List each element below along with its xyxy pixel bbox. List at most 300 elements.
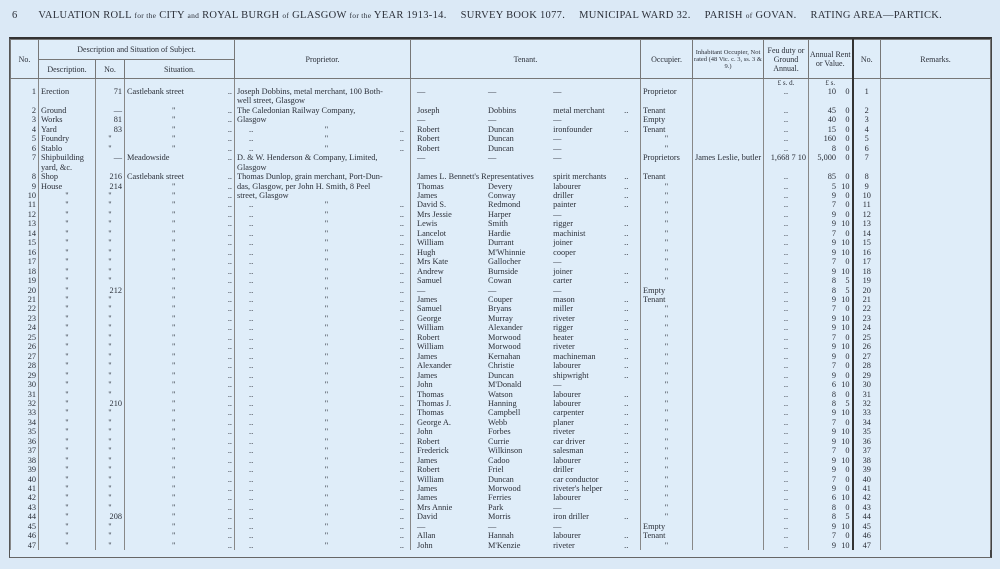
inhabitant-occupier: [693, 390, 764, 399]
annual-rent-cell: [809, 352, 853, 361]
subject-number: ": [96, 522, 125, 531]
leader-dots: ..: [249, 238, 254, 248]
situation-cell: [125, 219, 235, 228]
feu-duty: ..: [764, 484, 809, 493]
proprietor: ": [324, 332, 329, 342]
title-text: for the: [349, 11, 372, 20]
situation-cell: [125, 512, 235, 521]
tenant-first-name: James: [417, 484, 438, 494]
subject-number: ": [96, 380, 125, 389]
leader-dots: ..: [624, 446, 629, 456]
annual-rent-cell: [809, 390, 853, 399]
remarks: [881, 314, 991, 323]
proprietor-cell: [235, 229, 411, 238]
situation-cell: [125, 229, 235, 238]
rent-pounds: 8: [831, 389, 837, 399]
row-number-right: 2: [853, 106, 881, 115]
tenant-first-name: James: [417, 370, 438, 380]
tenant-first-name: Thomas: [417, 408, 444, 418]
situation: ": [172, 257, 176, 267]
tenant-first-name: Andrew: [417, 266, 444, 276]
rent-shillings: 0: [845, 87, 850, 96]
remarks: [881, 408, 991, 417]
row-number: 9: [11, 182, 39, 191]
row-number-right: 32: [853, 399, 881, 408]
row-number-right: 4: [853, 125, 881, 134]
rent-shillings: 10: [841, 238, 850, 248]
feu-duty: ..: [764, 125, 809, 134]
proprietor-cell: [235, 399, 411, 408]
tenant-surname: Dobbins: [488, 105, 517, 115]
feu-duty: ..: [764, 219, 809, 228]
row-number-right: 29: [853, 371, 881, 380]
rent-pounds: 7: [831, 531, 837, 541]
subject-number: ": [96, 257, 125, 266]
table-row: [11, 352, 991, 361]
proprietor: ": [324, 512, 329, 522]
description: ": [39, 191, 96, 200]
situation-cell: [125, 522, 235, 531]
row-number: 11: [11, 200, 39, 209]
rent-pounds: 9: [831, 427, 837, 437]
situation-cell: [125, 286, 235, 295]
subject-number: ": [96, 323, 125, 332]
situation-cell: [125, 295, 235, 304]
inhabitant-occupier: [693, 456, 764, 465]
leader-dots: ..: [624, 313, 629, 323]
proprietor: ": [324, 266, 329, 276]
proprietor: ": [324, 455, 329, 465]
leader-dots: ..: [227, 474, 232, 484]
leader-dots: ..: [227, 285, 232, 295]
row-number-right: 13: [853, 219, 881, 228]
tenant-first-name: Mrs Kate: [417, 257, 449, 267]
table-row: [11, 418, 991, 427]
proprietor-cell: [235, 210, 411, 219]
table-row: [11, 257, 991, 266]
table-row: [11, 295, 991, 304]
leader-dots: ..: [249, 512, 254, 522]
subject-number: ": [96, 352, 125, 361]
rent-shillings: 0: [845, 200, 850, 210]
col-annual-rent: Annual Rent or Value.: [809, 40, 853, 79]
row-number-right: 7: [853, 153, 881, 172]
title-segment: [461, 10, 566, 21]
rent-shillings: 0: [845, 389, 850, 399]
leader-dots: ..: [227, 361, 232, 371]
inhabitant-occupier: [693, 437, 764, 446]
situation: ": [172, 105, 176, 115]
rent-pounds: 9: [831, 408, 837, 418]
row-number: 17: [11, 257, 39, 266]
annual-rent-cell: [809, 380, 853, 389]
tenant-surname: Currie: [488, 436, 510, 446]
description: ": [39, 541, 96, 550]
inhabitant-occupier: [693, 210, 764, 219]
annual-rent-cell: [809, 87, 853, 106]
leader-dots: [624, 134, 638, 143]
proprietor: ": [324, 446, 329, 456]
tenant-occupation: —: [553, 143, 562, 153]
situation: ": [172, 455, 176, 465]
leader-dots: ..: [399, 436, 404, 446]
tenant-surname: Gallocher: [488, 257, 521, 267]
tenant-first-name: James: [417, 493, 438, 503]
tenant-first-name: Alexander: [417, 361, 452, 371]
leader-dots: ..: [227, 276, 232, 286]
inhabitant-occupier: [693, 408, 764, 417]
leader-dots: ..: [399, 408, 404, 418]
leader-dots: ..: [227, 370, 232, 380]
leader-dots: ..: [227, 304, 232, 314]
table-header: [10, 39, 991, 79]
leader-dots: ..: [227, 228, 232, 238]
subject-number: ": [96, 427, 125, 436]
feu-duty: ..: [764, 295, 809, 304]
annual-rent-cell: [809, 446, 853, 455]
feu-duty: ..: [764, 361, 809, 370]
table-row: [11, 87, 991, 106]
tenant-occupation: riveter: [553, 540, 575, 550]
inhabitant-occupier: [693, 276, 764, 285]
title-text: of: [745, 11, 753, 20]
leader-dots: ..: [399, 540, 404, 550]
row-number: 23: [11, 314, 39, 323]
col-description: Description.: [39, 60, 96, 79]
feu-duty: ..: [764, 229, 809, 238]
situation-cell: [125, 210, 235, 219]
proprietor-cell: [235, 512, 411, 521]
situation: ": [172, 124, 176, 134]
tenant-occupation: —: [553, 134, 562, 144]
leader-dots: ..: [399, 361, 404, 371]
rent-shillings: 0: [845, 351, 850, 361]
row-number: 39: [11, 465, 39, 474]
rent-pounds: 9: [831, 323, 837, 333]
annual-rent-cell: [809, 219, 853, 228]
leader-dots: ..: [399, 228, 404, 238]
situation: ": [172, 361, 176, 371]
situation: ": [172, 398, 176, 408]
remarks: [881, 493, 991, 502]
remarks: [881, 276, 991, 285]
tenant-surname: Duncan: [488, 124, 514, 134]
leader-dots: ..: [399, 474, 404, 484]
subject-number: ": [96, 342, 125, 351]
leader-dots: ..: [624, 332, 629, 342]
row-number-right: 25: [853, 333, 881, 342]
leader-dots: ..: [624, 436, 629, 446]
occupier: ": [641, 352, 693, 361]
row-number-right: 15: [853, 238, 881, 247]
situation: ": [172, 351, 176, 361]
proprietor: ": [324, 124, 329, 134]
row-number-right: 43: [853, 503, 881, 512]
tenant-cell: [411, 427, 641, 436]
row-number-right: 30: [853, 380, 881, 389]
leader-dots: ..: [399, 484, 404, 494]
remarks: [881, 361, 991, 370]
row-number: 24: [11, 323, 39, 332]
leader-dots: ..: [249, 370, 254, 380]
situation: ": [172, 313, 176, 323]
feu-duty: ..: [764, 390, 809, 399]
rent-shillings: 10: [841, 342, 850, 352]
feu-duty: ..: [764, 333, 809, 342]
tenant-occupation: —: [553, 285, 562, 295]
tenant-first-name: Lancelot: [417, 228, 447, 238]
feu-duty: ..: [764, 456, 809, 465]
row-number-right: 21: [853, 295, 881, 304]
tenant-occupation: labourer: [553, 181, 581, 191]
tenant-occupation: labourer: [553, 455, 581, 465]
annual-rent-cell: [809, 408, 853, 417]
situation: ": [172, 521, 176, 531]
title-text: GOVAN.: [752, 10, 797, 21]
leader-dots: ..: [624, 427, 629, 437]
description: Works: [39, 115, 96, 124]
situation-cell: [125, 446, 235, 455]
leader-dots: [624, 144, 638, 153]
rent-pounds: 9: [831, 484, 837, 494]
tenant-surname: Murray: [488, 313, 513, 323]
leader-dots: ..: [399, 351, 404, 361]
inhabitant-occupier: James Leslie, butler: [693, 153, 764, 172]
row-number: 37: [11, 446, 39, 455]
tenant-first-name: Thomas J.: [417, 398, 452, 408]
tenant-surname: Devery: [488, 181, 513, 191]
proprietor: ": [324, 493, 329, 503]
proprietor-cell: [235, 456, 411, 465]
col-no: No.: [11, 40, 39, 79]
tenant-cell: [411, 371, 641, 380]
tenant-first-name: George A.: [417, 417, 451, 427]
leader-dots: ..: [249, 228, 254, 238]
situation-cell: [125, 153, 235, 172]
remarks: [881, 267, 991, 276]
feu-duty: ..: [764, 465, 809, 474]
tenant-surname: M'Whinnie: [488, 247, 526, 257]
rent-pounds: 8: [831, 512, 837, 522]
leader-dots: ..: [227, 380, 232, 390]
leader-dots: ..: [249, 493, 254, 503]
rent-pounds: 9: [831, 455, 837, 465]
tenant-cell: [411, 446, 641, 455]
situation-cell: [125, 144, 235, 153]
situation: ": [172, 276, 176, 286]
description: ": [39, 371, 96, 380]
inhabitant-occupier: [693, 248, 764, 257]
table-row: [11, 361, 991, 370]
situation-cell: [125, 333, 235, 342]
leader-dots: ..: [624, 181, 629, 191]
rent-shillings: 0: [845, 228, 850, 238]
situation-cell: [125, 399, 235, 408]
situation-cell: [125, 200, 235, 209]
situation-cell: [125, 87, 235, 106]
leader-dots: ..: [624, 228, 629, 238]
description: ": [39, 323, 96, 332]
proprietor-cell: [235, 257, 411, 266]
table-row: [11, 191, 991, 200]
tenant-first-name: William: [417, 323, 444, 333]
leader-dots: ..: [227, 190, 232, 200]
table-row: [11, 390, 991, 399]
row-number-right: 6: [853, 144, 881, 153]
inhabitant-occupier: [693, 418, 764, 427]
proprietor: Thomas Dunlop, grain merchant, Port-Dun-: [237, 172, 383, 182]
leader-dots: ..: [227, 238, 232, 248]
situation-cell: [125, 361, 235, 370]
tenant-surname: Durrant: [488, 238, 514, 248]
leader-dots: ..: [227, 512, 232, 522]
tenant-surname: Duncan: [488, 134, 514, 144]
remarks: [881, 371, 991, 380]
title-text: YEAR 1913-14.: [371, 10, 447, 21]
rent-pounds: 9: [831, 540, 837, 550]
tenant-cell: [411, 238, 641, 247]
tenant-occupation: labourer: [553, 361, 581, 371]
row-number-right: 36: [853, 437, 881, 446]
row-number-right: 34: [853, 418, 881, 427]
rent-shillings: 10: [841, 266, 850, 276]
occupier: Empty: [641, 286, 693, 295]
proprietor: ": [324, 436, 329, 446]
inhabitant-occupier: [693, 144, 764, 153]
proprietor-cell: [235, 418, 411, 427]
tenant-surname: Couper: [488, 294, 513, 304]
table-row: [11, 153, 991, 172]
rent-shillings: 10: [841, 521, 850, 531]
title-segment: [38, 10, 446, 21]
description: ": [39, 493, 96, 502]
proprietor-cell: [235, 276, 411, 285]
leader-dots: [624, 522, 638, 531]
rent-shillings: 0: [845, 105, 850, 115]
table-row: [11, 446, 991, 455]
row-number-right: 47: [853, 541, 881, 550]
feu-duty: ..: [764, 200, 809, 209]
situation-cell: [125, 503, 235, 512]
title-text: PARISH: [704, 10, 746, 21]
remarks: [881, 399, 991, 408]
table-body: [10, 79, 991, 550]
row-number-right: 16: [853, 248, 881, 257]
subject-number: 83: [96, 125, 125, 134]
leader-dots: ..: [624, 351, 629, 361]
rent-pounds: 160: [823, 134, 837, 144]
feu-duty: ..: [764, 427, 809, 436]
rent-shillings: 10: [841, 427, 850, 437]
remarks: [881, 115, 991, 124]
row-number: 43: [11, 503, 39, 512]
occupier: ": [641, 503, 693, 512]
tenant-cell: [411, 304, 641, 313]
valuation-roll-table: [9, 37, 992, 558]
tenant-cell: [411, 503, 641, 512]
table-row: [11, 267, 991, 276]
tenant-occupation: shipwright: [553, 370, 589, 380]
tenant-cell: [411, 380, 641, 389]
leader-dots: ..: [399, 512, 404, 522]
leader-dots: ..: [624, 465, 629, 475]
table-row: [11, 286, 991, 295]
leader-dots: ..: [399, 502, 404, 512]
rent-pounds: 9: [831, 238, 837, 248]
annual-rent-cell: [809, 210, 853, 219]
tenant-occupation: rigger: [553, 219, 573, 229]
inhabitant-occupier: [693, 522, 764, 531]
title-text: and: [187, 11, 200, 20]
rent-pounds: 7: [831, 200, 837, 210]
leader-dots: ..: [249, 417, 254, 427]
tenant-cell: [411, 295, 641, 304]
leader-dots: ..: [399, 266, 404, 276]
rent-pounds: 7: [831, 304, 837, 314]
row-number: 35: [11, 427, 39, 436]
tenant-cell: [411, 229, 641, 238]
feu-duty: ..: [764, 371, 809, 380]
row-number: 31: [11, 390, 39, 399]
leader-dots: ..: [249, 484, 254, 494]
inhabitant-occupier: [693, 371, 764, 380]
row-number-right: 44: [853, 512, 881, 521]
tenant-first-name: Hugh: [417, 247, 436, 257]
proprietor-cell: [235, 286, 411, 295]
occupier: ": [641, 229, 693, 238]
tenant-cell: [411, 115, 641, 124]
leader-dots: ..: [227, 266, 232, 276]
proprietor: ": [324, 342, 329, 352]
remarks: [881, 342, 991, 351]
description: Foundry: [39, 134, 96, 143]
proprietor-cell: [235, 371, 411, 380]
tenant-occupation: riveter's helper: [553, 484, 603, 494]
tenant-first-name: John: [417, 380, 433, 390]
proprietor: ": [324, 304, 329, 314]
occupier: ": [641, 134, 693, 143]
rent-pounds: 9: [831, 190, 837, 200]
table-row: [11, 427, 991, 436]
row-number: 2: [11, 106, 39, 115]
row-number-right: 10: [853, 191, 881, 200]
leader-dots: ..: [249, 313, 254, 323]
occupier: ": [641, 493, 693, 502]
proprietor: ": [324, 257, 329, 267]
proprietor-cell: [235, 361, 411, 370]
leader-dots: ..: [624, 512, 629, 522]
tenant-occupation: —: [553, 87, 562, 96]
tenant-surname: Duncan: [488, 143, 514, 153]
table-row: [11, 210, 991, 219]
rent-shillings: 0: [845, 531, 850, 541]
proprietor: das, Glasgow, per John H. Smith, 8 Peel: [237, 181, 371, 191]
table-row: [11, 219, 991, 228]
tenant-first-name: —: [417, 521, 426, 531]
leader-dots: ..: [227, 540, 232, 550]
table-row: [11, 503, 991, 512]
leader-dots: ..: [227, 219, 232, 229]
row-number: 26: [11, 342, 39, 351]
rent-pounds: 9: [831, 521, 837, 531]
tenant-cell: [411, 323, 641, 332]
inhabitant-occupier: [693, 182, 764, 191]
subject-number: ": [96, 333, 125, 342]
rent-shillings: 5: [845, 398, 850, 408]
occupier: ": [641, 380, 693, 389]
proprietor: ": [324, 228, 329, 238]
rent-shillings: 0: [845, 484, 850, 494]
